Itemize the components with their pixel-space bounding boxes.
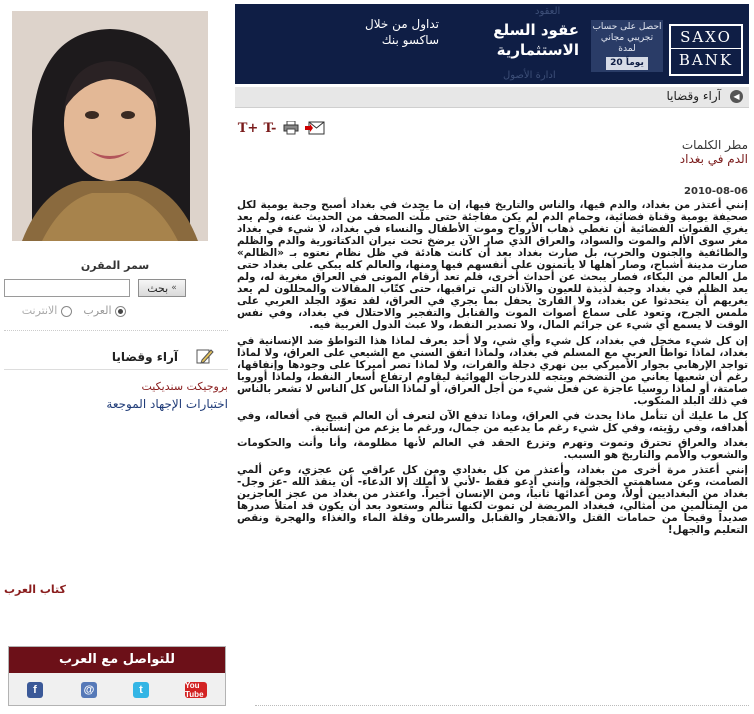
sidebar-link-stress-tests[interactable]: اختبارات الإجهاد الموجعة bbox=[106, 397, 228, 411]
search-button[interactable] bbox=[138, 279, 186, 297]
bottom-divider bbox=[255, 705, 749, 706]
section-title[interactable]: آراء وقضايا bbox=[666, 89, 721, 103]
article-date: 2010-08-06 bbox=[684, 186, 748, 197]
author-photo bbox=[12, 11, 208, 241]
saxo-bank-banner[interactable] bbox=[235, 4, 749, 84]
author-name[interactable]: سمر المقرن bbox=[80, 259, 150, 272]
logo-line-1: SAXO bbox=[671, 26, 741, 49]
article-paragraph: كل ما عليك أن تتأمل ماذا يحدث في العراق، وماذا تدفع الآن لتعرف أن العالم قبيح في أفعاله، وفي أهدافه، وفي رؤيته، وفي كل شيء رغم ما يدعيه من جمال، ورغم ما يزعم من إنسانية. bbox=[237, 409, 748, 434]
edit-note-icon bbox=[196, 347, 214, 365]
saxo-bank-logo bbox=[669, 24, 743, 76]
article-paragraph: إنني أعتذر مرة أخرى من بغداد، وأعتذر من كل بغدادي ومن كل عراقي عن عجزي، وعن ألمي الصامت، وعن مساهمتي الخجولة، وإنني أدعو فقط -لأني لا أملك إلا الدعاء- أن ينقذ الله -عز وجل- بغداد من البغداديين أولاً، ومن أعدائها ثانياً، ومن الإنسان أخيراً. واعتذر من بغداد من عجز العاجزين من المتألمين من أمثالي، فبغداد المريضة لن تموت لكنها تتألم وستعود بعد أن يكون قد امتلأ صدرها صديداً وقيحاً من حمامات القتل والانفجار والقنابل والسرطان وقلة الماء والغذاء والهجرة ونقص التعليم والجهل! bbox=[237, 463, 748, 537]
logo-line-2: BANK bbox=[678, 51, 734, 69]
banner-ghost-bottom: ادارة الأصول bbox=[503, 70, 556, 81]
search-input[interactable] bbox=[4, 279, 130, 297]
article-paragraph: إن كل شيء مخجل في بغداد، كل شيء وأي شي، ولا أحد يعرف لماذا هذا التواطؤ ضد الإنسانية في بغداد، لماذا تواطأ العربي مع المسلم في بغداد، ولماذا اتفق السني مع الشيعي على العراق، ولا لماذا تواجد الإرهابي بجوار الأميركي بين نهري دجلة والفرات، ولا لماذا تصر أميركا على وجودها وإنفاقها، رغم أن شعبها يعاني من التضخم ويتجه للدرجات الهوائية ليقاوم ارتفاع أسعار النفط، ولماذا أوروبا صامتة، أو لماذا روسيا عاجزة عن فعل شيء من أجل العراق، أو لماذا الناس كل الناس لا تشعر بالناس في ذلك البلد المنكوب. bbox=[237, 334, 748, 407]
commodities-line-1: عقود السلع bbox=[493, 21, 579, 39]
sidebar-section-title[interactable]: آراء وقضايا bbox=[111, 350, 178, 364]
search-button-label: بحث bbox=[147, 281, 169, 295]
twitter-icon[interactable]: t bbox=[133, 682, 149, 698]
commodities-headline bbox=[493, 20, 579, 60]
radio-internet-label: الانترنت bbox=[21, 304, 58, 317]
trade-line-2: ساكسو بنك bbox=[381, 33, 439, 47]
social-header: للتواصل مع العرب bbox=[9, 647, 225, 673]
chevron-left-icon: « bbox=[171, 283, 177, 293]
demo-days-badge: 20 يوماً bbox=[606, 57, 648, 70]
radio-arab[interactable] bbox=[80, 304, 126, 317]
radio-internet[interactable] bbox=[22, 304, 72, 317]
social-box bbox=[8, 646, 226, 706]
trade-via-text bbox=[365, 16, 439, 48]
search-scope-radios bbox=[4, 304, 226, 320]
section-header-bar bbox=[235, 87, 749, 108]
column-name: مطر الكلمات bbox=[681, 138, 748, 152]
radio-arab-dot[interactable] bbox=[115, 306, 126, 317]
article-paragraph: بغداد والعراق تحترق وتموت وتهرم وتزرع الحقد في العالم لأنها مظلومة، وأنا وأنت والحكومات والشعوب والأمم والتاريخ هو السبب. bbox=[237, 436, 748, 461]
font-increase-button[interactable]: T+ bbox=[237, 120, 259, 136]
facebook-icon[interactable]: f bbox=[27, 682, 43, 698]
printer-icon[interactable] bbox=[282, 120, 300, 136]
sidebar-link-project-syndicate[interactable]: بروجيكت سنديكيت bbox=[141, 380, 228, 393]
email-icon[interactable]: @ bbox=[81, 682, 97, 698]
arab-writers-link[interactable]: كتاب العرب bbox=[4, 583, 66, 596]
article-paragraph: إنني أعتذر من بغداد، والدم فيها، والناس والتاريخ فيها، إن ما يحدث في بغداد أصبح وجبة يومية لكل صحيفة يومية وقناة فضائية، وحمام الدم لم يكن مفاجئة حتى ملّت الصحف من الحديث عنه، ولم يعد يغري القنوات الفضائية أن تغطي ذهاب الأرواح وموت الأطفال والنساء في بغداد، لا شيء في بغداد مغر سوى الألم والموت والسواد، والعراق الذي صار الآن يرضخ تحت نيران الدكتاتورية والدم والظلم والطائفية والجنون والحرب، بل صارت بغداد بعد أن كانت هادئة في ظل نظام نعتوه بـ «الظالم» صارت مدينة أشباح، وصار أهلها لا يأتمنون على أنفسهم فيها ومنها، والعالم كله يبكي على بغداد حتى مل العالم من البكاء، فصار يبحث عن أحداث أخرى، فلم تعد أرقام الموتى في العراق مغرية له، ولم يعد الظلم في بغداد وجبة لذيذة للعيون والآذان التي تراقبها، حتى كتّاب المقالات والمحللون لم يعد يغريهم أن يتحدثوا عن بغداد، ولا القارئ يحفل بما يجري في العراق، لقد تعوّد الجلد العربي على ملمس الجرح، وتعود على سماع أصوات الموت والقنابل والتفجير والاحتلال في بغداد، وفي نفس الوقت لا يسمع أي شيء عن جرائم المال، ولا تصدير النفط، ولا عبث الدول الغربية فيه. bbox=[237, 199, 748, 332]
arrow-left-icon: ◀ bbox=[730, 90, 743, 103]
demo-account-box[interactable] bbox=[591, 20, 663, 72]
article-title: الدم في بغداد bbox=[679, 152, 748, 166]
youtube-icon[interactable]: You Tube bbox=[185, 682, 207, 698]
article-body bbox=[237, 199, 748, 539]
demo-account-text: احصل على حساب تجريبي مجاني لمدة bbox=[592, 22, 662, 54]
commodities-line-2: الاستثمارية bbox=[496, 41, 579, 59]
sidebar-divider bbox=[4, 330, 228, 331]
send-email-icon[interactable] bbox=[304, 120, 326, 136]
radio-arab-label: العرب bbox=[83, 304, 112, 317]
sidebar-section-header bbox=[4, 345, 228, 370]
banner-ghost-top: العقود bbox=[535, 6, 561, 17]
radio-internet-dot[interactable] bbox=[61, 306, 72, 317]
font-decrease-button[interactable]: T- bbox=[263, 120, 277, 136]
trade-line-1: تداول من خلال bbox=[365, 17, 439, 31]
